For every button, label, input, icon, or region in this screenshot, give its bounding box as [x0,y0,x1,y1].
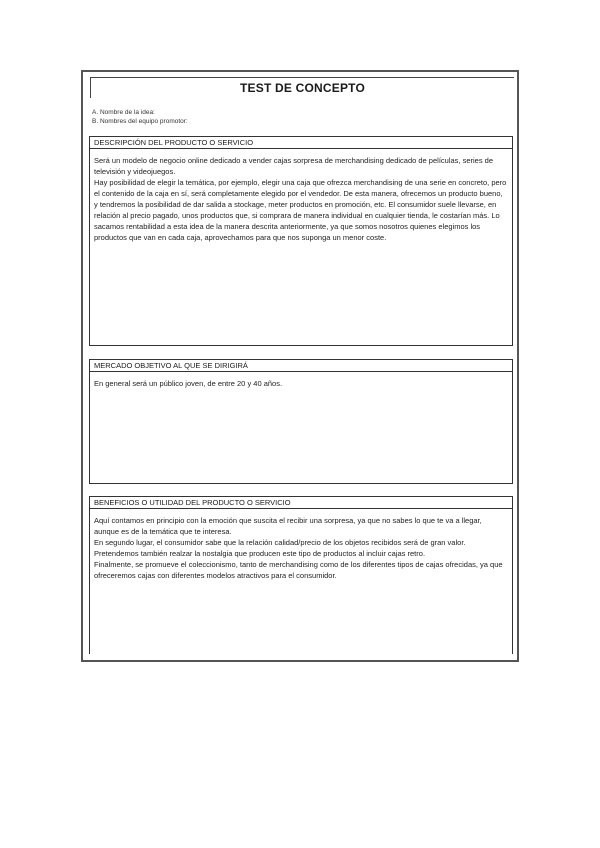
description-paragraph: Será un modelo de negocio online dedicado a vender cajas sorpresa de merchandising dedicado de películas, series de televisión y videojuegos. [94,156,494,176]
title-bar [90,77,514,98]
benefits-paragraph: En segundo lugar, el consumidor sabe que la relación calidad/precio de los objetos recibidos será de gran valor. [94,538,466,547]
target-market-paragraph: En general será un público joven, de entre 20 y 40 años. [94,379,283,388]
description-section [89,136,513,346]
description-paragraph: Hay posibilidad de elegir la temática, por ejemplo, elegir una caja que ofrezca merchandising de una serie en concreto, pero el contenido de la caja en sí, será completamente elegido por el vendedor. De esta manera, ofrecemos un producto bueno, y tendremos la posibilidad de dar salida a stockage, meter productos en promoción, etc. El consumidor suele llevarse, en relación al precio pagado, unos productos que, si comprara de manera individual en cualquier tienda, le costarían más. Lo sacamos rentabilidad a esta idea de la manera descrita anteriormente, ya que somos nosotros quienes elegimos los productos que van en cada caja, aprovechamos para que nos suponga un menor coste. [94,178,507,242]
idea-name-field: A. Nombre de la idea: [92,109,155,116]
document-title: TEST DE CONCEPTO [240,81,365,95]
benefits-header: BENEFICIOS O UTILIDAD DEL PRODUCTO O SERVICIO [90,497,512,509]
benefits-section [89,496,513,654]
benefits-paragraph: Pretendemos también realzar la nostalgia que producen este tipo de productos al incluir cajas retro. [94,549,426,558]
benefits-paragraph: Aquí contamos en principio con la emoción que suscita el recibir una sorpresa, ya que no sabes lo que te va a llegar, aunque es de la temática que te interesa. [94,516,482,536]
benefits-body [90,509,512,581]
team-names-field: B. Nombres del equipo promotor: [92,118,188,125]
target-market-body [90,372,512,389]
target-market-section [89,359,513,484]
benefits-paragraph: Finalmente, se promueve el coleccionismo, tanto de merchandising como de los diferentes tipos de cajas ofrecidas, ya que ofreceremos cajas con diferentes modelos atractivos para el consumidor. [94,560,503,580]
description-body [90,149,512,243]
idea-fields [92,108,188,126]
target-market-header: MERCADO OBJETIVO AL QUE SE DIRIGIRÁ [90,360,512,372]
description-header: DESCRIPCIÓN DEL PRODUCTO O SERVICIO [90,137,512,149]
